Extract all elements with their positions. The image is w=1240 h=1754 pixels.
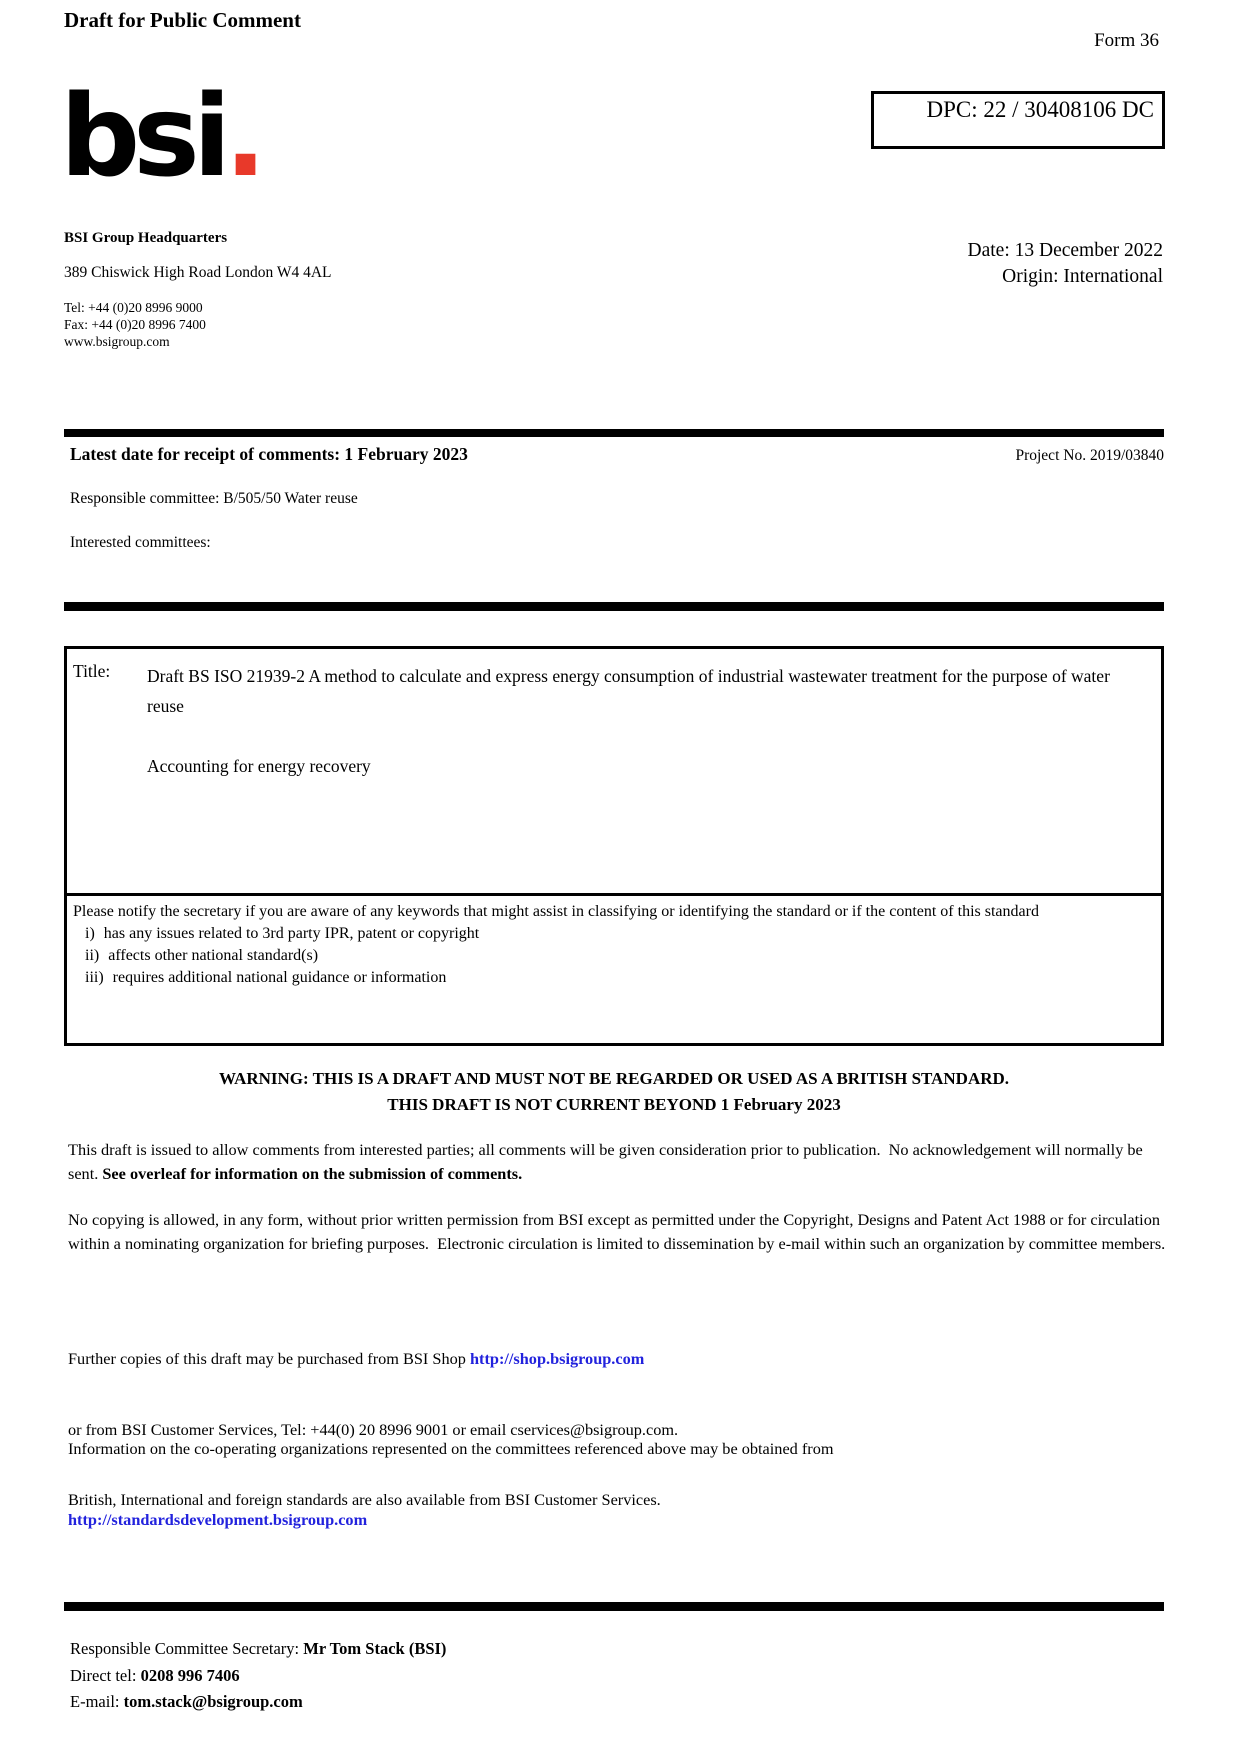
footer-secretary-line: [70, 1636, 446, 1663]
issue-date: Date: 13 December 2022: [967, 240, 1163, 261]
divider-bar-middle: [64, 602, 1164, 611]
bsi-shop-link[interactable]: http://shop.bsigroup.com: [469, 1349, 645, 1368]
title-box: [64, 646, 1164, 896]
standard-title: Draft BS ISO 21939-2 A method to calculate and express energy consumption of industrial wastewater treatment for the purpose of water reuse: [147, 666, 1110, 716]
paragraph-comments-consideration: [64, 1138, 1168, 1185]
cooperating-orgs-text: Information on the co-operating organizations represented on the committees referenced above may be obtained from: [68, 1439, 834, 1458]
hq-address: 389 Chiswick High Road London W4 4AL: [64, 264, 332, 281]
draft-warning-line1: WARNING: THIS IS A DRAFT AND MUST NOT BE REGARDED OR USED AS A BRITISH STANDARD.: [218, 1069, 1010, 1088]
project-number: Project No. 2019/03840: [1015, 447, 1164, 464]
draft-warning: [64, 1066, 1164, 1118]
paragraph-cooperating-orgs: [64, 1390, 1168, 1578]
bsi-logo: [60, 72, 267, 202]
bsi-logo-text: bsi: [60, 72, 225, 202]
hq-title: BSI Group Headquarters: [64, 230, 228, 246]
secretary-name: Mr Tom Stack (BSI): [303, 1639, 447, 1658]
email-label: E-mail:: [70, 1692, 124, 1711]
draft-warning-line2: THIS DRAFT IS NOT CURRENT BEYOND 1 February 2023: [387, 1095, 841, 1114]
keywords-item-2-marker: ii): [85, 947, 100, 964]
keywords-item-1-text: has any issues related to 3rd party IPR, patent or copyright: [103, 925, 480, 942]
latest-date-for-comments: Latest date for receipt of comments: 1 February 2023: [70, 444, 468, 464]
footer-tel-line: [70, 1663, 446, 1690]
date-origin-block: [968, 238, 1163, 290]
form-number: Form 36: [1094, 30, 1159, 51]
email-value: tom.stack@bsigroup.com: [123, 1692, 303, 1711]
keywords-intro: Please notify the secretary if you are aware of any keywords that might assist in classifying or identifying the standard or if the content of this standard: [73, 903, 1039, 920]
comments-deadline-row: [64, 444, 1164, 465]
hq-fax: Fax: +44 (0)20 8996 7400: [64, 317, 206, 332]
keywords-item-1-marker: i): [85, 925, 95, 942]
standard-subtitle: Accounting for energy recovery: [147, 756, 371, 776]
secretary-label: Responsible Committee Secretary:: [70, 1639, 304, 1658]
hq-contact-block: [64, 299, 206, 350]
paragraph-no-copying: No copying is allowed, in any form, without prior written permission from BSI except as permitted under the Copyright, Designs and Patent Act 1988 or for circulation within a nominating organization for briefing purposes. Electronic circulation is limited to dissemination by e-mail within such an organization by committee members.: [68, 1210, 1166, 1253]
title-label: Title:: [73, 661, 111, 681]
standards-development-link[interactable]: http://standardsdevelopment.bsigroup.com: [68, 1509, 368, 1529]
further-copies-line3: British, International and foreign standards are also available from BSI Customer Services.: [68, 1490, 661, 1509]
hq-website: www.bsigroup.com: [64, 334, 170, 349]
dpc-number-box: [871, 91, 1165, 149]
footer-contact-block: [70, 1636, 446, 1716]
see-overleaf-note: See overleaf for information on the submission of comments.: [102, 1163, 523, 1183]
divider-bar-top: [64, 429, 1164, 437]
direct-tel-value: 0208 996 7406: [140, 1665, 240, 1685]
bsi-logo-red-dot: .: [224, 72, 267, 202]
keywords-item-1: [73, 923, 1153, 945]
dpc-number: DPC: 22 / 30408106 DC: [926, 97, 1154, 122]
keywords-notice-box: [64, 893, 1164, 1046]
paragraph-comments-text: This draft is issued to allow comments from interested parties; all comments will be given consideration prior to publication. No acknowledgement will normally be sent.: [68, 1140, 1147, 1183]
further-copies-line2: or from BSI Customer Services, Tel: +44(0) 20 8996 9001 or email cservices@bsigroup.com.: [68, 1419, 679, 1439]
keywords-item-3-marker: iii): [85, 969, 104, 986]
title-content: [147, 661, 1137, 781]
further-copies-line1: [68, 1347, 1168, 1371]
hq-tel: Tel: +44 (0)20 8996 9000: [64, 300, 203, 315]
origin: Origin: International: [1002, 266, 1163, 287]
responsible-committee: Responsible committee: B/505/50 Water reuse: [70, 490, 358, 507]
keywords-item-2: [73, 945, 1153, 967]
direct-tel-label: Direct tel:: [70, 1665, 141, 1685]
keywords-item-2-text: affects other national standard(s): [108, 947, 319, 964]
keywords-item-3-text: requires additional national guidance or information: [112, 969, 447, 986]
interested-committees: Interested committees:: [70, 534, 211, 551]
footer-email-line: [70, 1689, 446, 1716]
keywords-item-3: [73, 967, 1153, 989]
further-copies-text: Further copies of this draft may be purchased from BSI Shop: [68, 1349, 470, 1368]
divider-bar-bottom: [64, 1602, 1164, 1611]
draft-for-public-comment-label: Draft for Public Comment: [64, 8, 301, 32]
